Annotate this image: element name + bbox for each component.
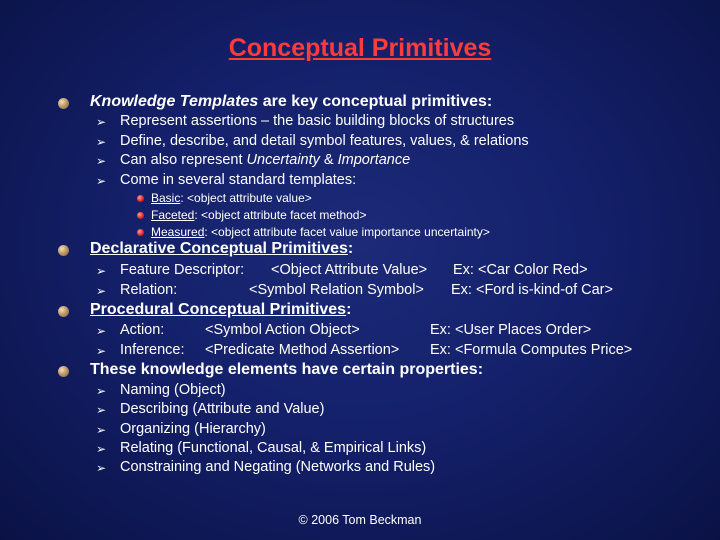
arrow-bullet-icon: ➢ <box>96 284 107 298</box>
item-text: & <box>319 152 338 168</box>
item-label: Feature Descriptor: <box>120 262 245 278</box>
template-name: Faceted <box>151 208 195 222</box>
heading-colon: : <box>346 301 352 318</box>
list-item: Organizing (Hierarchy) <box>120 421 266 437</box>
footer-copyright: © 2006 Tom Beckman <box>298 513 422 527</box>
disc-bullet-icon <box>58 306 69 317</box>
list-item <box>120 322 164 338</box>
item-pattern: <Symbol Relation Symbol> <box>249 282 424 298</box>
heading-emphasis: Knowledge Templates <box>90 93 259 110</box>
arrow-bullet-icon: ➢ <box>96 344 107 358</box>
template-item <box>151 208 366 222</box>
heading-text: Declarative Conceptual Primitives <box>90 240 348 257</box>
item-example: Ex: <Ford is-kind-of Car> <box>451 282 613 298</box>
list-item: Constraining and Negating (Networks and Rules) <box>120 459 436 475</box>
list-item <box>120 282 177 298</box>
disc-bullet-icon <box>58 366 69 377</box>
dot-bullet-icon <box>137 212 144 219</box>
item-label: Action: <box>120 322 165 338</box>
template-text: : <object attribute facet value importance uncertainty> <box>204 225 490 239</box>
heading-text: Procedural Conceptual Primitives <box>90 301 347 318</box>
arrow-bullet-icon: ➢ <box>96 384 107 398</box>
dot-bullet-icon <box>137 229 144 236</box>
item-example: Ex: <Formula Computes Price> <box>430 342 633 358</box>
arrow-bullet-icon: ➢ <box>96 174 107 188</box>
item-label: Relation: <box>120 282 178 298</box>
list-item: Represent assertions – the basic building blocks of structures <box>120 113 515 129</box>
heading-colon: : <box>347 240 354 257</box>
list-item <box>120 342 185 358</box>
section-properties-heading: These knowledge elements have certain properties: <box>90 361 484 378</box>
heading-text: are key conceptual primitives: <box>258 93 493 110</box>
arrow-bullet-icon: ➢ <box>96 423 107 437</box>
item-example: Ex: <Car Color Red> <box>453 262 588 278</box>
template-name: Measured <box>151 225 205 239</box>
item-emphasis: Importance <box>337 152 411 168</box>
arrow-bullet-icon: ➢ <box>96 154 107 168</box>
arrow-bullet-icon: ➢ <box>96 461 107 475</box>
item-emphasis: Uncertainty <box>246 152 320 168</box>
list-item: Come in several standard templates: <box>120 172 357 188</box>
template-name: Basic <box>151 191 181 205</box>
list-item: Describing (Attribute and Value) <box>120 401 325 417</box>
arrow-bullet-icon: ➢ <box>96 135 107 149</box>
template-text: : <object attribute facet method> <box>194 208 367 222</box>
list-item: Relating (Functional, Causal, & Empirical Links) <box>120 440 427 456</box>
item-pattern: <Symbol Action Object> <box>205 322 360 338</box>
list-item <box>120 262 244 278</box>
list-item <box>120 152 410 168</box>
arrow-bullet-icon: ➢ <box>96 324 107 338</box>
dot-bullet-icon <box>137 195 144 202</box>
item-text: Can also represent <box>120 152 247 168</box>
slide-title: Conceptual Primitives <box>228 34 492 62</box>
arrow-bullet-icon: ➢ <box>96 115 107 129</box>
item-pattern: <Predicate Method Assertion> <box>205 342 400 358</box>
arrow-bullet-icon: ➢ <box>96 264 107 278</box>
template-item <box>151 225 490 239</box>
section-procedural-heading <box>90 301 351 319</box>
template-text: : <object attribute value> <box>180 191 312 205</box>
section-templates-heading <box>90 93 492 111</box>
arrow-bullet-icon: ➢ <box>96 442 107 456</box>
template-item <box>151 191 312 205</box>
item-pattern: <Object Attribute Value> <box>271 262 428 278</box>
item-example: Ex: <User Places Order> <box>430 322 592 338</box>
list-item: Naming (Object) <box>120 382 226 398</box>
section-declarative-heading <box>90 240 353 258</box>
list-item: Define, describe, and detail symbol features, values, & relations <box>120 133 529 149</box>
arrow-bullet-icon: ➢ <box>96 403 107 417</box>
disc-bullet-icon <box>58 245 69 256</box>
item-label: Inference: <box>120 342 185 358</box>
disc-bullet-icon <box>58 98 69 109</box>
